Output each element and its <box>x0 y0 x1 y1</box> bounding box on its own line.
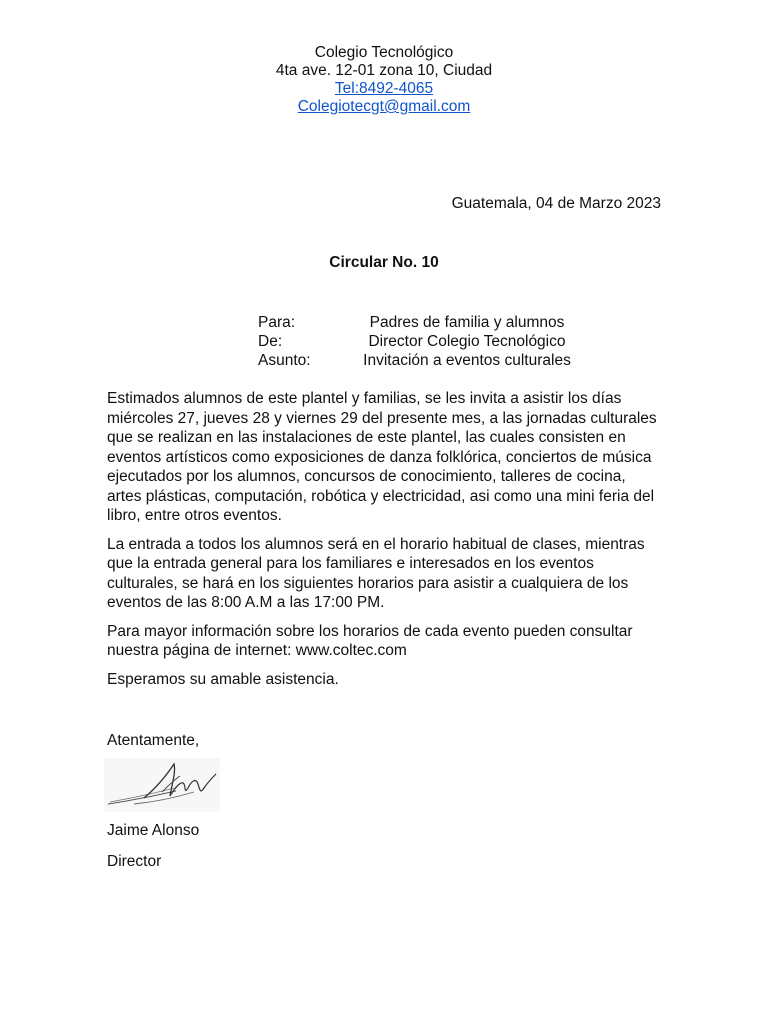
body-paragraph-info: Para mayor información sobre los horarios de cada evento pueden consultar nuestra página de internet: www.coltec.com <box>107 622 633 659</box>
signature-image <box>104 758 220 812</box>
memo-row-subject <box>258 351 618 370</box>
memo-subject-value: Invitación a eventos culturales <box>363 352 571 369</box>
memo-subject-label: Asunto: <box>258 352 311 369</box>
closing-salutation: Atentamente, <box>107 732 200 749</box>
memo-row-to <box>258 313 618 332</box>
phone-link[interactable]: Tel:8492-4065 <box>334 80 434 97</box>
body-paragraph-closing: Esperamos su amable asistencia. <box>107 670 339 688</box>
memo-row-from <box>258 332 618 351</box>
email-link[interactable]: Colegiotecgt@gmail.com <box>297 98 471 115</box>
letter-body <box>107 389 663 698</box>
signatory-name: Jaime Alonso <box>107 822 200 839</box>
memo-to-value: Padres de familia y alumnos <box>369 314 565 331</box>
school-address: 4ta ave. 12-01 zona 10, Ciudad <box>275 62 493 79</box>
body-paragraph-schedule: La entrada a todos los alumnos será en el horario habitual de clases, mientras que la entrada general para los familiares e interesados en los eventos culturales, se hará en los siguientes horarios para asistir a cualquiera de los eventos de las 8:00 A.M a las 17:00 PM. <box>107 535 645 611</box>
school-name: Colegio Tecnológico <box>314 44 454 61</box>
memo-from-value: Director Colegio Tecnológico <box>368 333 566 350</box>
memo-from-label: De: <box>258 333 283 350</box>
signatory-title: Director <box>107 853 162 870</box>
body-paragraph-invitation: Estimados alumnos de este plantel y familias, se les invita a asistir los días miércoles 27, jueves 28 y viernes 29 del presente mes, a las jornadas culturales que se realizan en las instalaciones de este plantel, las cuales consisten en eventos artísticos como exposiciones de danza folklórica, conciertos de música ejecutados por los alumnos, concursos de conocimiento, talleres de cocina, artes plásticas, computación, robótica y electricidad, asi como una mini feria del libro, entre otros eventos. <box>107 390 657 524</box>
handwritten-signature <box>104 758 220 812</box>
memo-to-label: Para: <box>258 314 296 331</box>
memo-block <box>258 313 618 370</box>
circular-title: Circular No. 10 <box>329 254 439 271</box>
letterhead <box>0 44 768 116</box>
date-line: Guatemala, 04 de Marzo 2023 <box>451 195 661 212</box>
